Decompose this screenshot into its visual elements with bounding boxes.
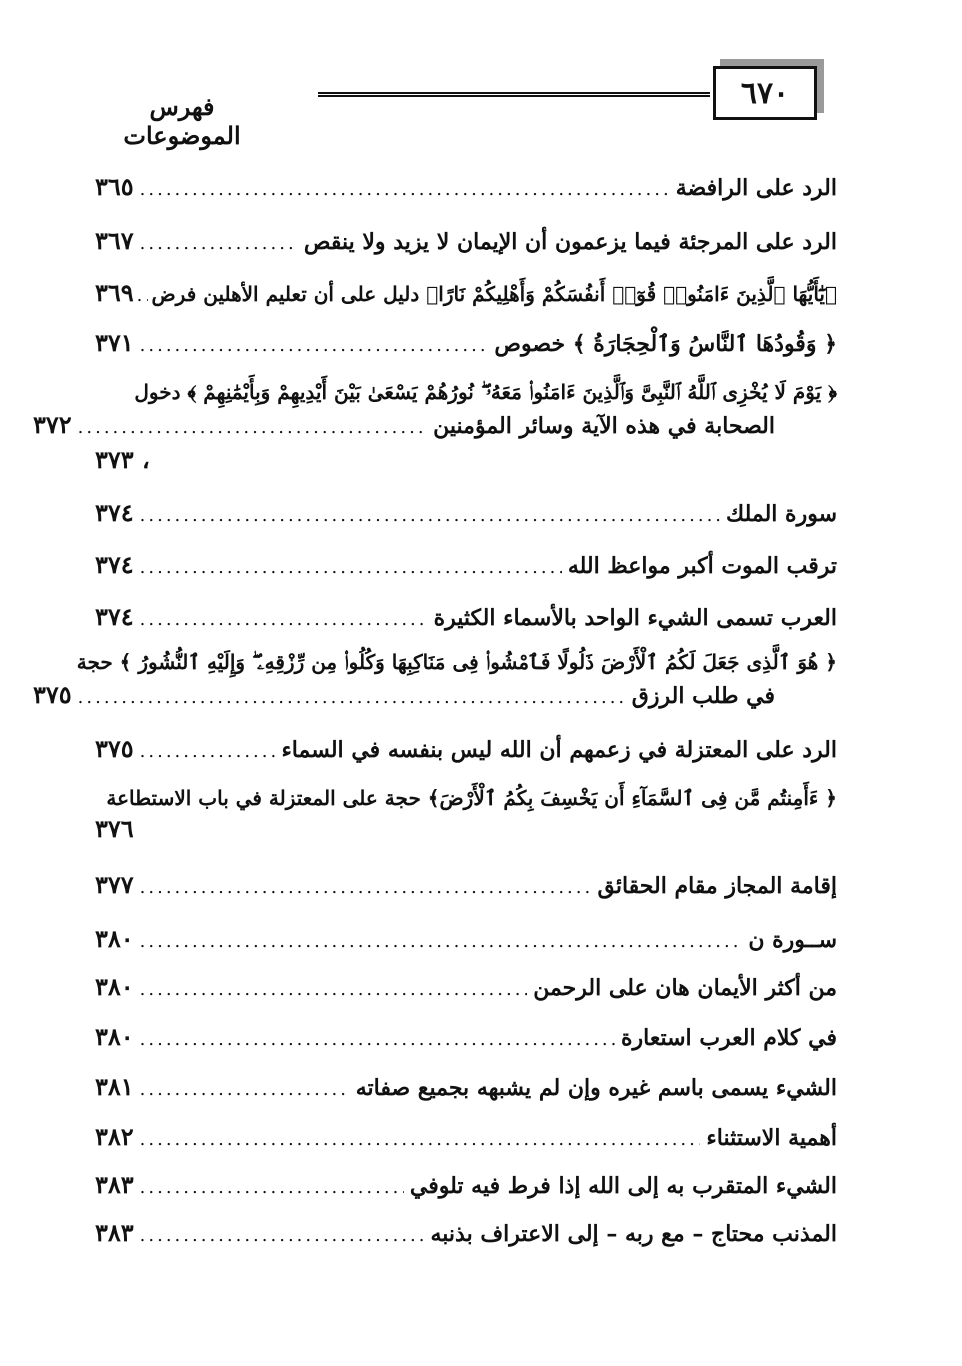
entry-page: ٣٧٤ [95,550,134,579]
leader-dots [140,931,743,952]
page-number-text: ٦٧٠ [740,75,790,111]
entry-title: سورة الملك [726,501,837,527]
entry-title: الرد على المعتزلة في زعمهم أن الله ليس بنفسه في السماء [281,737,837,763]
entry-title: الرد على المرجئة فيما يزعمون أن الإيمان لا يزيد ولا ينقص [303,229,837,255]
toc-entry [95,328,837,357]
entry-title: ترقب الموت أكبر مواعظ الله [567,553,837,579]
toc-entry [33,650,837,709]
toc-entry [95,550,837,579]
leader-dots [140,1079,350,1100]
entry-page: ٣٧٤ [95,602,134,631]
toc-entry [95,734,837,763]
entry-title: الرد على الرافضة [675,175,837,201]
entry-page: ٣٧١ [95,328,134,357]
leader-dots [140,1225,425,1246]
toc-entry [95,1072,837,1101]
leader-dots [137,285,149,306]
entry-page: ٣٨٠ [95,1022,134,1051]
entry-title: العرب تسمى الشيء الواحد بالأسماء الكثيرة [433,605,837,631]
entry-extra-page: ، ٣٧٣ [95,445,150,474]
toc-entry [95,278,837,307]
entry-page: ٣٦٥ [95,172,134,201]
leader-dots [140,179,670,200]
leader-dots [140,741,276,762]
toc-entry [95,1122,837,1151]
entry-page: ٣٧٥ [33,680,72,709]
leader-dots [140,505,720,526]
entry-title: ﴿ وَقُودُهَا ٱلنَّاسُ وَٱلْحِجَارَةُ ﴾ خصوص [494,331,837,357]
toc-entry [95,1022,837,1051]
entry-page: ٣٨٣ [95,1170,134,1199]
entry-page: ٣٧٦ [95,814,134,843]
leader-dots [140,335,489,356]
entry-page: ٣٨١ [95,1072,134,1101]
entry-title: إقامة المجاز مقام الحقائق [597,873,837,899]
entry-title: أهمية الاستثناء [706,1125,837,1151]
entry-page: ٣٧٥ [95,734,134,763]
leader-dots [140,233,298,254]
page-number [713,66,817,120]
entry-title-line2: الصحابة في هذه الآية وسائر المؤمنين [433,413,775,439]
leader-dots [140,557,562,578]
entry-page: ٣٦٧ [95,226,134,255]
toc-entry [95,786,837,843]
leader-dots [140,877,592,898]
entry-page: ٣٦٩ [95,278,134,307]
running-title: فهرس الموضوعات [123,92,241,150]
leader-dots [140,1029,615,1050]
entry-title-line1: ﴿ هُوَ ٱلَّذِى جَعَلَ لَكُمُ ٱلْأَرْضَ ذَلُولًا فَٱمْشُوا۟ فِى مَنَاكِبِهَا وَكُلُوا۟ مِن رِّزْقِهِۦ ۖ وَإِلَيْهِ ٱلنُّشُورُ ﴾ حجة [76,650,837,674]
entry-page: ٣٨٣ [95,1218,134,1247]
leader-dots [78,687,626,708]
leader-dots [140,609,428,630]
entry-title: ﴿يَٰٓأَيُّهَا ٱلَّذِينَ ءَامَنُوا۟ قُوٓا۟ أَنفُسَكُمْ وَأَهْلِيكُمْ نَارًا﴾ دليل على أن تعليم الأهلين فرض [151,282,837,306]
leader-dots [78,417,427,438]
toc-entry [95,172,837,201]
leader-dots [140,979,528,1000]
toc-entry [95,226,837,255]
entry-page: ٣٨٠ [95,924,134,953]
header-rule [318,92,710,97]
toc-entry [33,380,837,474]
toc-entry [95,870,837,899]
toc-entry [95,1170,837,1199]
entry-title-line2: في طلب الرزق [631,683,775,709]
entry-page: ٣٧٢ [33,410,72,439]
entry-page: ٣٨٢ [95,1122,134,1151]
entry-title: من أكثر الأيمان هان على الرحمن [533,975,837,1001]
entry-page: ٣٧٤ [95,498,134,527]
toc-entry [95,498,837,527]
entry-title: في كلام العرب استعارة [621,1025,837,1051]
entry-title: ســورة ن [748,927,837,953]
leader-dots [140,1129,701,1150]
entry-title: المذنب محتاج – مع ربه – إلى الاعتراف بذنبه [430,1221,837,1247]
entry-page: ٣٨٠ [95,972,134,1001]
toc-entry [95,924,837,953]
entry-title-line1: ﴿ يَوْمَ لَا يُخْزِى ٱللَّهُ ٱلنَّبِىَّ وَٱلَّذِينَ ءَامَنُوا۟ مَعَهُۥ ۖ نُورُهُمْ يَسْعَىٰ بَيْنَ أَيْدِيهِمْ وَبِأَيْمَٰنِهِمْ ﴾ دخول [134,380,837,404]
entry-title-line1: ﴿ ءَأَمِنتُم مَّن فِى ٱلسَّمَآءِ أَن يَخْسِفَ بِكُمُ ٱلْأَرْضَ﴾ حجة على المعتزلة في باب الاستطاعة [106,786,837,810]
toc-entry [95,1218,837,1247]
entry-page: ٣٧٧ [95,870,134,899]
leader-dots [140,1177,404,1198]
toc-entry [95,972,837,1001]
toc-entry [95,602,837,631]
entry-title: الشيء المتقرب به إلى الله إذا فرط فيه تلوفي [409,1173,837,1199]
entry-title: الشيء يسمى باسم غيره وإن لم يشبهه بجميع صفاته [355,1075,837,1101]
